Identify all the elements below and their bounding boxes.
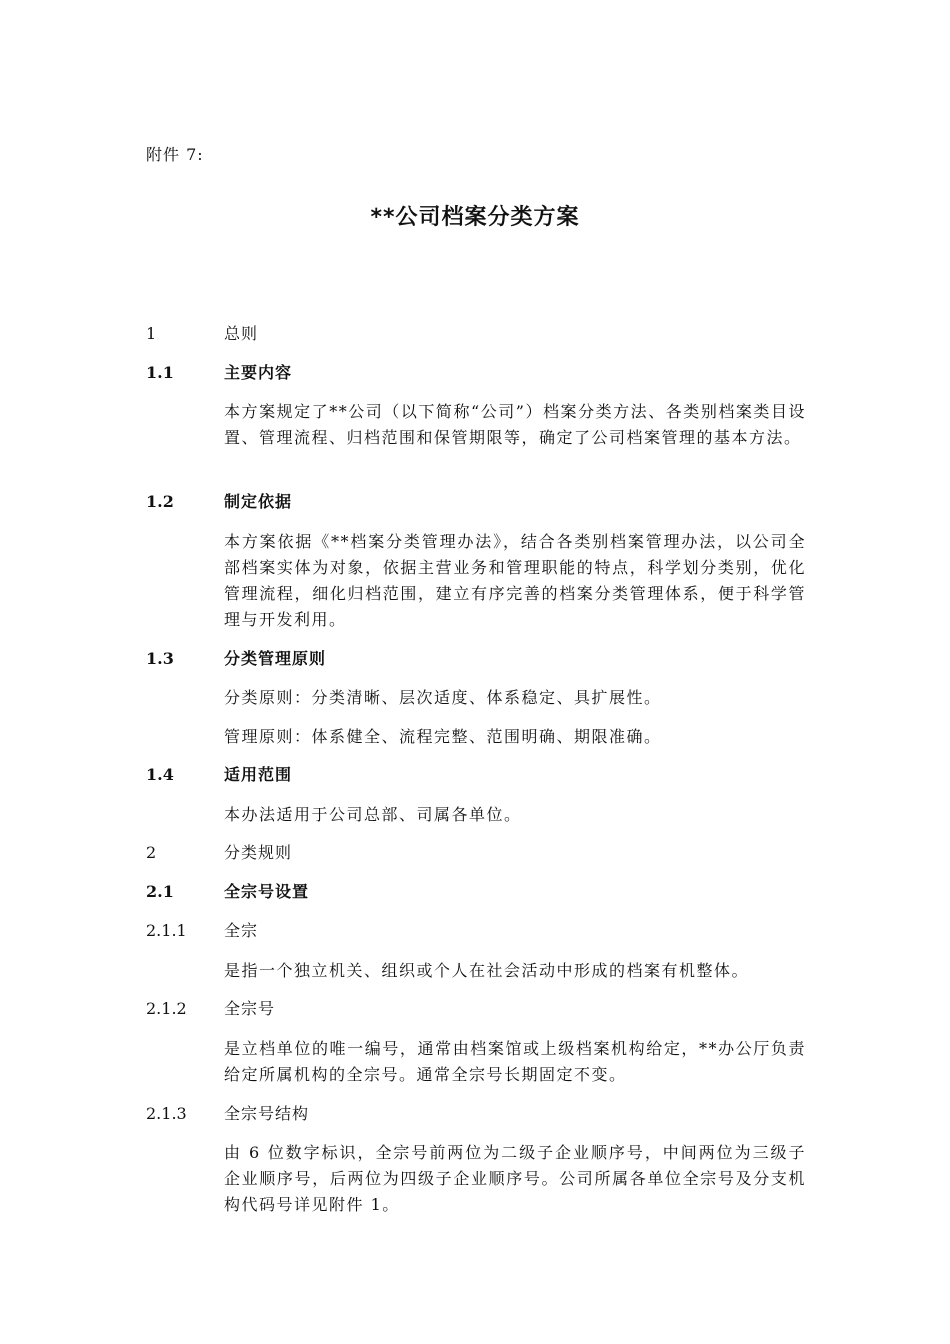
section-number: 2.1.1 <box>146 921 187 940</box>
section-label: 制定依据 <box>224 492 293 511</box>
section-label: 全宗号 <box>224 999 276 1018</box>
section-label: 全宗号结构 <box>224 1104 310 1123</box>
section-number: 2.1.3 <box>146 1104 187 1123</box>
section-number: 1 <box>146 324 157 343</box>
section-label: 分类管理原则 <box>224 649 327 668</box>
section-label: 分类规则 <box>224 843 293 862</box>
section-label: 适用范围 <box>224 765 293 784</box>
document-title: **公司档案分类方案 <box>370 205 580 230</box>
paragraph-scope: 本办法适用于公司总部、司属各单位。 <box>224 805 522 824</box>
attachment-label: 附件 7: <box>146 145 204 164</box>
paragraph-classification-principle: 分类原则：分类清晰、层次适度、体系稳定、具扩展性。 <box>224 688 662 707</box>
section-label: 全宗号设置 <box>224 882 310 901</box>
section-label: 全宗 <box>224 921 259 940</box>
paragraph-fonds-number: 是立档单位的唯一编号，通常由档案馆或上级档案机构给定，**办公厅负责给定所属机构的全宗号。通常全宗号长期固定不变。 <box>224 1039 806 1084</box>
section-number: 1.4 <box>146 765 174 784</box>
section-number: 1.3 <box>146 649 174 668</box>
section-label: 主要内容 <box>224 363 293 382</box>
section-number: 2 <box>146 843 157 862</box>
section-number: 1.1 <box>146 363 174 382</box>
section-label: 总则 <box>224 324 259 343</box>
section-number: 1.2 <box>146 492 174 511</box>
paragraph-management-principle: 管理原则：体系健全、流程完整、范围明确、期限准确。 <box>224 727 662 746</box>
section-number: 2.1.2 <box>146 999 187 1018</box>
section-number: 2.1 <box>146 882 174 901</box>
paragraph-fonds-structure: 由 6 位数字标识，全宗号前两位为二级子企业顺序号，中间两位为三级子企业顺序号，后两位为四级子企业顺序号。公司所属各单位全宗号及分支机构代码号详见附件 1。 <box>224 1143 806 1214</box>
paragraph-fonds-definition: 是指一个独立机关、组织或个人在社会活动中形成的档案有机整体。 <box>224 961 750 980</box>
paragraph-basis: 本方案依据《**档案分类管理办法》，结合各类别档案管理办法，以公司全部档案实体为对象，依据主营业务和管理职能的特点，科学划分类别，优化管理流程，细化归档范围，建立有序完善的档案分类管理体系，便于科学管理与开发利用。 <box>224 532 806 629</box>
paragraph-main-content: 本方案规定了**公司（以下简称“公司”）档案分类方法、各类别档案类目设置、管理流程、归档范围和保管期限等，确定了公司档案管理的基本方法。 <box>224 402 806 447</box>
